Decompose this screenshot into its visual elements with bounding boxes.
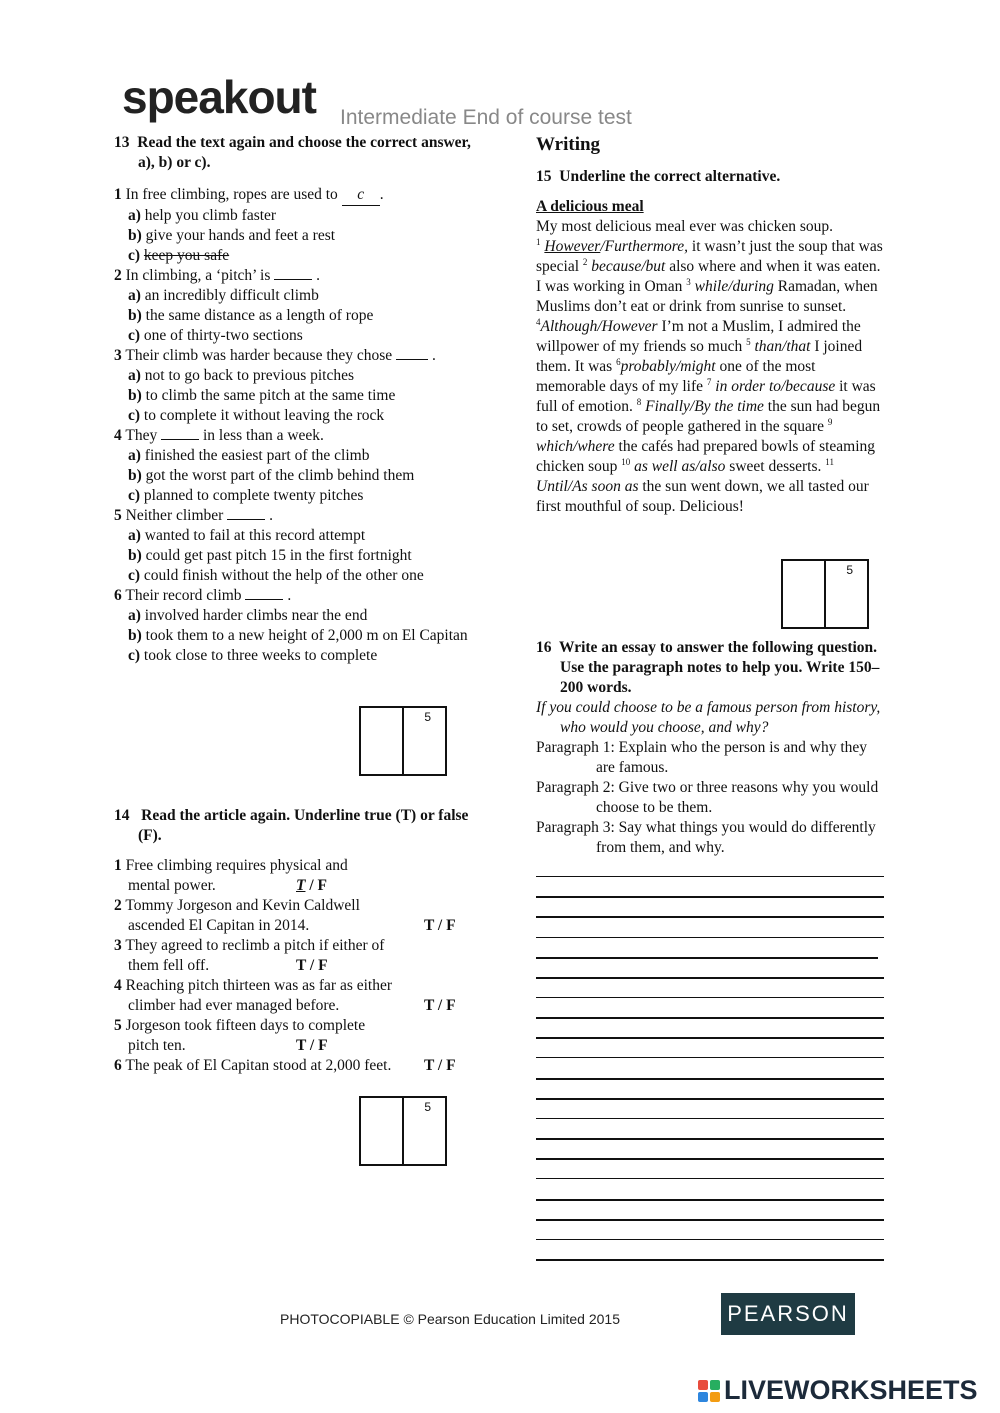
liveworksheets-logo: LIVEWORKSHEETS	[698, 1375, 978, 1406]
question-2: 2 In climbing, a ‘pitch’ is . a) an incredibly difficult climb b) the same distance as a length of rope c) one of thirty-two sections	[114, 267, 374, 344]
tf-toggle-3[interactable]: T / F	[296, 957, 328, 974]
score-total-15: 5	[846, 563, 853, 577]
question-5: 5 Neither climber . a) wanted to fail at this record attempt b) could get past pitch 15 in the first fortnight c) could finish without the help of the other one	[114, 507, 424, 584]
copyright-footer: PHOTOCOPIABLE © Pearson Education Limited 2015	[280, 1311, 621, 1327]
paragraph-note-1: Paragraph 1: Explain who the person is and why they are famous.	[536, 739, 868, 776]
logo-out: out	[247, 71, 316, 123]
choice-1[interactable]: However	[544, 238, 601, 255]
tf-item-3: 3 They agreed to reclimb a pitch if either of them fell off. T / F	[114, 937, 385, 974]
tf-item-5: 5 Jorgeson took fifteen days to complete pitch ten. T / F	[114, 1017, 366, 1054]
answer-blank-2[interactable]	[274, 279, 312, 280]
answer-blank-6[interactable]	[245, 599, 283, 600]
writing-heading: Writing	[536, 134, 601, 155]
choice-3[interactable]: while/during	[694, 278, 774, 295]
section-15-title: 15 Underline the correct alternative.	[536, 168, 781, 185]
right-column	[536, 133, 888, 517]
tf-item-1: 1 Free climbing requires physical and mental power. T / F	[114, 857, 348, 894]
tf-toggle-2[interactable]: T / F	[424, 917, 456, 934]
passage-text: My most delicious meal ever was chicken soup. $^1$ However/Furthermore, it wasn’t just the soup that was special $^2$ because/but also where and when it was eaten. I was working in Oman $^3$ while/during Ramadan, when Muslims don’t eat or drink from sunrise to sunset. $^4$Although/However I’m not a Muslim, I admired the willpower of my friends so much $^5$ than/that I joined them. It was $^6$probably/might one of the most memorable days of my life $^7$ in order to/because it was full of emotion. $^8$ Finally/By the time the sun had begun to set, crowds of people gathered in the square $^9$ which/where the cafés had prepared bowls of steaming chicken soup $^{10}$ as well as/also sweet desserts. $^{11}$ Until/As soon as the sun went down, we all tasted our first mouthful of soup. Delicious!	[536, 218, 883, 515]
score-total-14: 5	[424, 1100, 431, 1114]
answer-blank-4[interactable]	[161, 439, 199, 440]
score-box-13	[359, 706, 447, 776]
test-subtitle: Intermediate End of course test	[340, 106, 632, 129]
section-14	[114, 806, 474, 1076]
score-box-15	[781, 559, 869, 629]
tf-toggle-6[interactable]: T / F	[424, 1057, 456, 1074]
paragraph-note-3: Paragraph 3: Say what things you would do differently from them, and why.	[536, 819, 876, 856]
section-16-title: 16 Write an essay to answer the following question. Use the paragraph notes to help you. Write 150–200 words.	[536, 639, 880, 696]
question-1: 1 In free climbing, ropes are used to c . a) help you climb faster b) give your hands and feet a rest c) keep you safe	[114, 186, 384, 264]
choice-9[interactable]: which/where	[536, 438, 615, 455]
passage-title: A delicious meal	[536, 198, 644, 215]
choice-7[interactable]: in order to/because	[715, 378, 836, 395]
tf-toggle-1[interactable]: T / F	[296, 877, 327, 894]
answer-blank-5[interactable]	[227, 519, 265, 520]
score-input-15[interactable]	[783, 561, 826, 627]
score-total-13: 5	[424, 710, 431, 724]
tf-item-2: 2 Tommy Jorgeson and Kevin Caldwell ascended El Capitan in 2014. T / F	[114, 897, 456, 934]
choice-10[interactable]: as well as/also	[634, 458, 726, 475]
score-input-13[interactable]	[361, 708, 404, 774]
choice-6[interactable]: probably/might	[620, 358, 716, 375]
question-3: 3 Their climb was harder because they chose . a) not to go back to previous pitches b) to climb the same pitch at the same time c) to complete it without leaving the rock	[114, 347, 436, 424]
tf-item-4: 4 Reaching pitch thirteen was as far as either climber had ever managed before. T / F	[114, 977, 456, 1014]
section-16	[536, 638, 888, 858]
tf-item-6: 6 The peak of El Capitan stood at 2,000 feet. T / F	[114, 1057, 456, 1074]
choice-5[interactable]: than/that	[754, 338, 811, 355]
choice-11[interactable]: Until/As soon as	[536, 478, 639, 495]
logo-speak: speak	[122, 71, 248, 123]
answer-blank-1[interactable]: c	[342, 185, 380, 206]
score-input-14[interactable]	[361, 1098, 404, 1164]
tf-toggle-4[interactable]: T / F	[424, 997, 456, 1014]
section-13-title: 13 Read the text again and choose the correct answer, a), b) or c).	[114, 134, 471, 171]
section-14-title: 14 Read the article again. Underline true (T) or false (F).	[114, 807, 469, 844]
score-box-14	[359, 1096, 447, 1166]
tf-toggle-5[interactable]: T / F	[296, 1037, 328, 1054]
choice-2[interactable]: because/but	[591, 258, 666, 275]
essay-question: If you could choose to be a famous person from history, who would you choose, and why?	[536, 699, 881, 736]
choice-8[interactable]: Finally/By the time	[645, 398, 764, 415]
choice-4[interactable]: Although/However	[540, 318, 658, 335]
question-6: 6 Their record climb . a) involved harder climbs near the end b) took them to a new height of 2,000 m on El Capitan c) took close to three weeks to complete	[114, 587, 468, 664]
paragraph-note-2: Paragraph 2: Give two or three reasons why you would choose to be them.	[536, 779, 879, 816]
pearson-logo: PEARSON	[721, 1293, 855, 1335]
speakout-logo	[122, 62, 316, 132]
question-4: 4 They in less than a week. a) finished the easiest part of the climb b) got the worst part of the climb behind them c) planned to complete twenty pitches	[114, 427, 415, 504]
left-column	[114, 133, 474, 666]
liveworksheets-badge-icon	[698, 1380, 720, 1402]
answer-blank-3[interactable]	[396, 359, 428, 360]
